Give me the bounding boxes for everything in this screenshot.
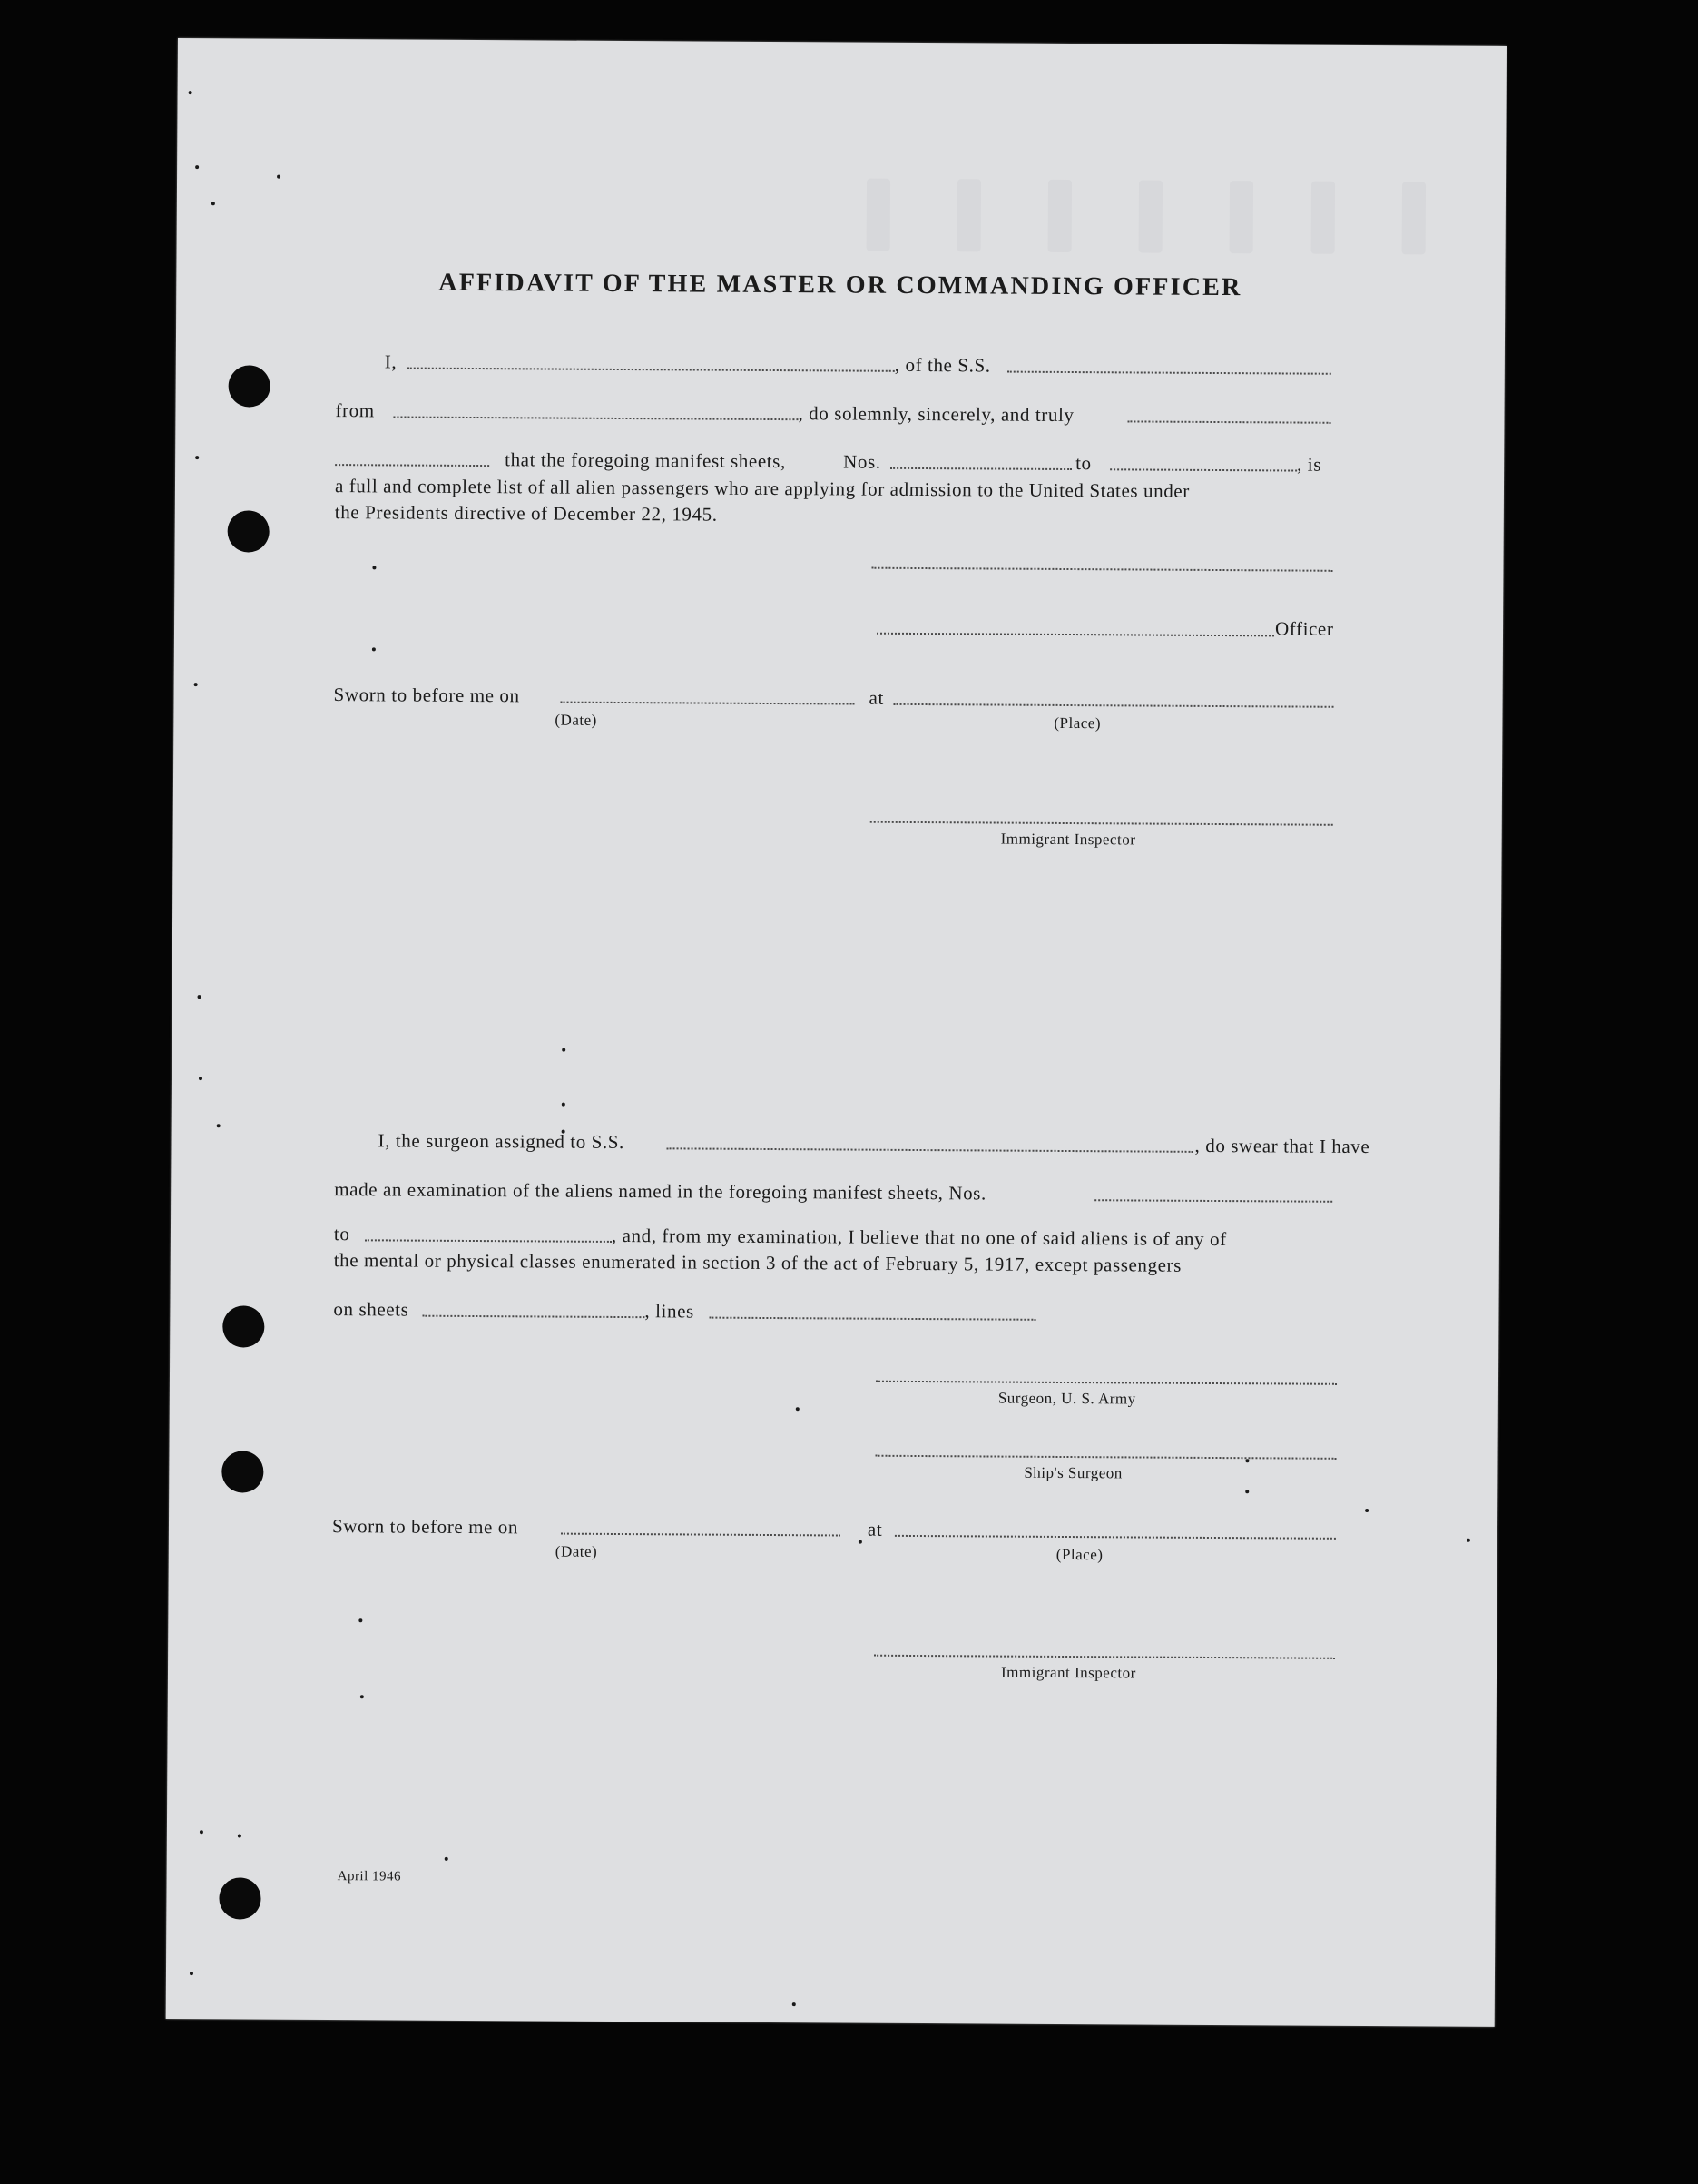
form-page <box>166 38 1507 2027</box>
master-name-field[interactable] <box>407 368 895 372</box>
officer-title-field[interactable] <box>877 633 1274 637</box>
army-surgeon-caption: Surgeon, U. S. Army <box>997 1389 1136 1408</box>
at-label: at <box>869 686 885 709</box>
speck <box>358 1618 362 1622</box>
speck <box>190 1972 193 1975</box>
speck <box>217 1124 221 1127</box>
speck <box>372 647 376 651</box>
on-sheets-label: on sheets <box>333 1298 409 1321</box>
surgeon-date-caption: (Date) <box>555 1542 598 1560</box>
speck <box>195 165 199 169</box>
from-label: from <box>335 399 375 422</box>
surgeon-place-caption: (Place) <box>1055 1545 1104 1564</box>
surgeon-sworn-place-field[interactable] <box>895 1535 1336 1540</box>
surgeon-inspector-caption: Immigrant Inspector <box>1000 1663 1136 1682</box>
surgeon-sheets-to-field[interactable] <box>365 1239 612 1243</box>
sheets-to-field[interactable] <box>1110 468 1297 471</box>
swear-label: , do swear that I have <box>1194 1134 1370 1158</box>
foregoing-label: that the foregoing manifest sheets, <box>505 448 786 473</box>
to-label: to <box>1075 452 1092 475</box>
inspector-caption: Immigrant Inspector <box>1000 830 1136 849</box>
bleed-through-mark <box>1139 180 1163 252</box>
speck <box>189 91 192 94</box>
surgeon-sheets-from-field[interactable] <box>1094 1199 1332 1203</box>
bleed-through-mark <box>957 179 981 251</box>
i-label: I, <box>384 350 398 373</box>
surgeon-sworn-date-field[interactable] <box>561 1533 840 1537</box>
place-caption: (Place) <box>1054 713 1102 733</box>
speck <box>1245 1490 1249 1493</box>
army-surgeon-signature-field[interactable] <box>876 1381 1337 1385</box>
punch-hole <box>228 510 270 552</box>
speck <box>211 202 215 205</box>
officer-label: Officer <box>1274 617 1334 640</box>
surgeon-to-label: to <box>333 1223 350 1245</box>
sworn-date-field[interactable] <box>561 702 855 705</box>
speck <box>195 456 199 459</box>
bleed-through-mark <box>867 179 890 251</box>
punch-hole <box>221 1451 263 1492</box>
from-port-field[interactable] <box>393 416 798 420</box>
speck <box>194 683 198 686</box>
form-title: AFFIDAVIT OF THE MASTER OR COMMANDING OFFICER <box>438 268 1242 302</box>
ship-surgeon-signature-field[interactable] <box>875 1455 1336 1460</box>
examination-label: made an examination of the aliens named in the foregoing manifest sheets, Nos. <box>334 1178 986 1205</box>
speck <box>372 566 376 569</box>
surgeon-intro-label: I, the surgeon assigned to S.S. <box>378 1129 625 1154</box>
speck <box>859 1540 862 1544</box>
surgeon-ship-field[interactable] <box>667 1147 1193 1153</box>
oath-form-field[interactable] <box>1127 420 1330 423</box>
speck <box>360 1695 364 1698</box>
surgeon-at-label: at <box>867 1518 883 1540</box>
speck <box>562 1048 565 1052</box>
lines-label: , lines <box>644 1300 694 1323</box>
except-lines-field[interactable] <box>709 1317 1035 1321</box>
statement-line-2: the Presidents directive of December 22, 1945. <box>334 501 718 526</box>
nos-label: Nos. <box>843 450 881 473</box>
bleed-through-mark <box>1311 182 1335 254</box>
speck <box>1467 1539 1470 1542</box>
speck <box>200 1830 203 1834</box>
inspector-signature-field[interactable] <box>870 821 1333 826</box>
speck <box>445 1857 448 1861</box>
speck <box>198 995 201 999</box>
master-signature-field[interactable] <box>871 567 1332 572</box>
speck <box>1365 1509 1369 1512</box>
speck <box>562 1103 565 1107</box>
belief-label: , and, from my examination, I believe that no one of said aliens is of any of <box>611 1224 1227 1251</box>
sheets-from-field[interactable] <box>890 467 1072 470</box>
is-label: , is <box>1297 453 1322 476</box>
of-ss-label: , of the S.S. <box>894 353 991 377</box>
speck <box>796 1407 800 1411</box>
bleed-through-mark <box>1230 181 1253 253</box>
solemnly-label: , do solemnly, sincerely, and truly <box>798 402 1075 427</box>
swear-affirm-field[interactable] <box>335 464 489 467</box>
ship-name-field[interactable] <box>1007 371 1331 375</box>
ship-surgeon-caption: Ship's Surgeon <box>1024 1463 1123 1482</box>
sworn-place-field[interactable] <box>894 703 1334 708</box>
sworn-label: Sworn to before me on <box>333 684 520 707</box>
punch-hole <box>229 365 270 407</box>
bleed-through-mark <box>1048 180 1072 252</box>
speck <box>277 175 280 179</box>
date-caption: (Date) <box>555 711 597 729</box>
classes-line: the mental or physical classes enumerated in section 3 of the act of February 5, 1917, except passengers <box>333 1249 1183 1276</box>
statement-line-1: a full and complete list of all alien passengers who are applying for admission to the United States under <box>334 475 1190 502</box>
speck <box>238 1834 241 1837</box>
speck <box>1245 1459 1249 1462</box>
surgeon-inspector-signature-field[interactable] <box>874 1655 1335 1659</box>
footer-date: April 1946 <box>337 1869 402 1884</box>
surgeon-sworn-label: Sworn to before me on <box>331 1515 519 1539</box>
bleed-through-mark <box>1402 182 1426 254</box>
speck <box>792 2002 796 2006</box>
except-sheets-field[interactable] <box>422 1315 644 1318</box>
speck <box>199 1077 202 1080</box>
punch-hole <box>219 1877 260 1919</box>
punch-hole <box>222 1305 264 1347</box>
